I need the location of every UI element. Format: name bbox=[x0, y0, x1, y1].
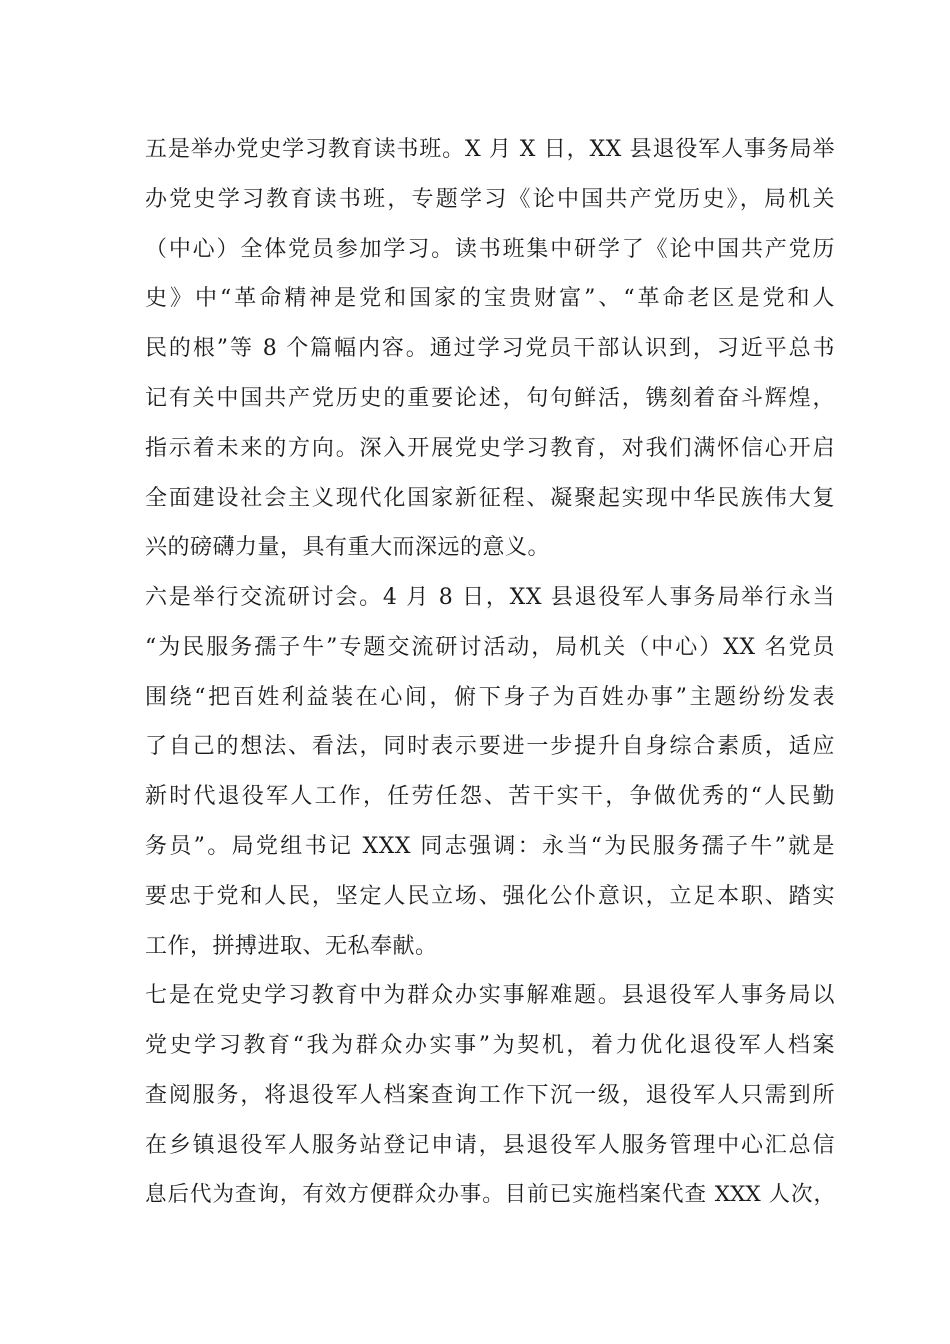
paragraph-line: 务员”。局党组书记 XXX 同志强调：永当“为民服务孺子牛”就是 bbox=[145, 834, 835, 859]
paragraph-line: 记有关中国共产党历史的重要论述，句句鲜活，镌刻着奋斗辉煌， bbox=[145, 386, 835, 411]
paragraph-line: 办党史学习教育读书班，专题学习《论中国共产党历史》，局机关 bbox=[145, 187, 835, 212]
paragraph-line: 息后代为查询，有效方便群众办事。目前已实施档案代查 XXX 人次， bbox=[145, 1182, 835, 1207]
paragraph-line: 七是在党史学习教育中为群众办实事解难题。县退役军人事务局以 bbox=[145, 983, 835, 1008]
paragraph-line: 全面建设社会主义现代化国家新征程、凝聚起实现中华民族伟大复 bbox=[145, 486, 835, 511]
paragraph-line: 要忠于党和人民，坚定人民立场、强化公仆意识，立足本职、踏实 bbox=[145, 884, 835, 909]
paragraph-line: 工作，拼搏进取、无私奉献。 bbox=[145, 934, 438, 959]
paragraph-line: 查阅服务，将退役军人档案查询工作下沉一级，退役军人只需到所 bbox=[145, 1083, 835, 1108]
paragraph-line: “为民服务孺子牛”专题交流研讨活动，局机关（中心）XX 名党员 bbox=[145, 635, 835, 660]
paragraph-line: 兴的磅礴力量，具有重大而深远的意义。 bbox=[145, 535, 551, 560]
paragraph-line: 新时代退役军人工作，任劳任怨、苦干实干，争做优秀的“人民勤 bbox=[145, 784, 835, 809]
paragraph-line: 党史学习教育“我为群众办实事”为契机，着力优化退役军人档案 bbox=[145, 1033, 835, 1058]
paragraph-line: 民的根”等 8 个篇幅内容。通过学习党员干部认识到，习近平总书 bbox=[145, 336, 835, 361]
paragraph-line: 五是举办党史学习教育读书班。X 月 X 日，XX 县退役军人事务局举 bbox=[145, 137, 835, 162]
paragraph-line: 史》中“革命精神是党和国家的宝贵财富”、“革命老区是党和人 bbox=[145, 286, 835, 311]
paragraph-line: 了自己的想法、看法，同时表示要进一步提升自身综合素质，适应 bbox=[145, 734, 835, 759]
paragraph-line: （中心）全体党员参加学习。读书班集中研学了《论中国共产党历 bbox=[145, 237, 835, 262]
paragraph-line: 围绕“把百姓利益装在心间，俯下身子为百姓办事”主题纷纷发表 bbox=[145, 685, 835, 710]
paragraph-line: 六是举行交流研讨会。4 月 8 日，XX 县退役军人事务局举行永当 bbox=[145, 585, 835, 610]
paragraph-line: 指示着未来的方向。深入开展党史学习教育，对我们满怀信心开启 bbox=[145, 436, 835, 461]
paragraph-line: 在乡镇退役军人服务站登记申请，县退役军人服务管理中心汇总信 bbox=[145, 1133, 835, 1158]
